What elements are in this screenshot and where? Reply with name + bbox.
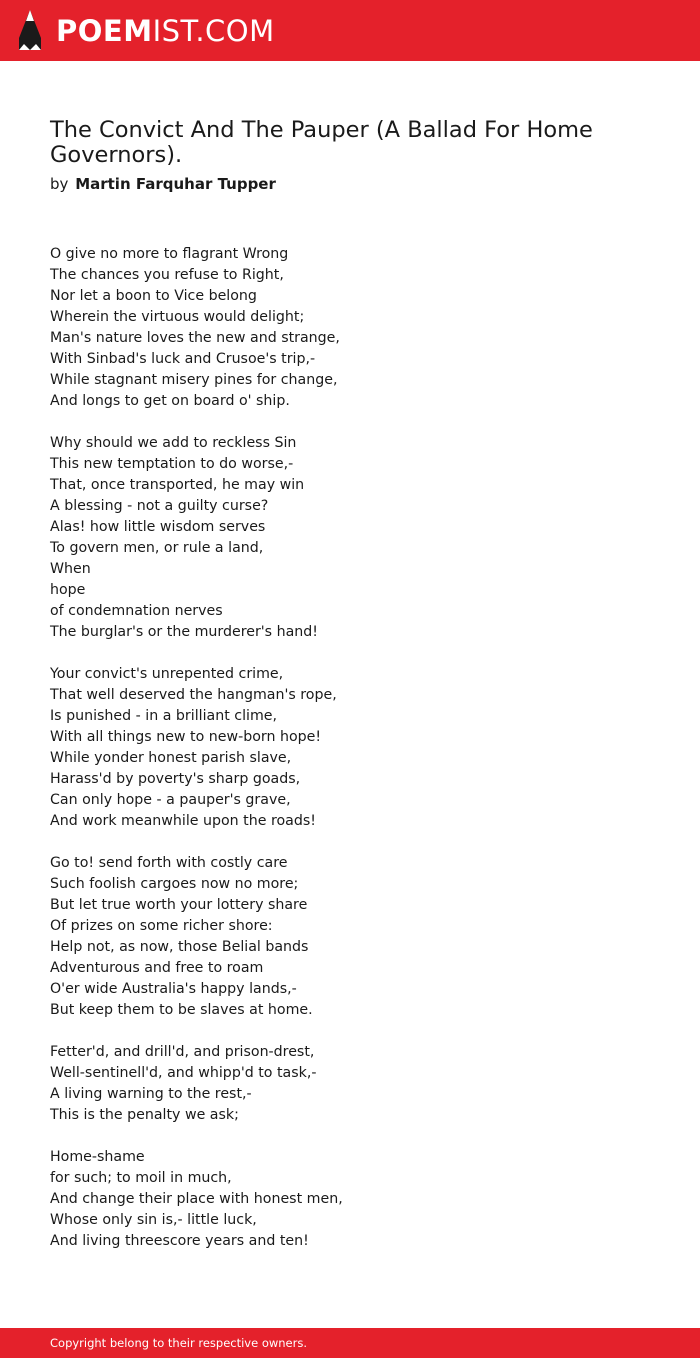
poem-line: for such; to moil in much, (50, 1170, 232, 1186)
poem-line: This new temptation to do worse,- (50, 456, 294, 472)
poem-line: of condemnation nerves (50, 603, 223, 619)
poem-line: That well deserved the hangman's rope, (50, 687, 337, 703)
poem-line: When (50, 561, 91, 577)
poem-line: While stagnant misery pines for change, (50, 372, 338, 388)
poem-line: Harass'd by poverty's sharp goads, (50, 771, 301, 787)
poem-line: The chances you refuse to Right, (50, 267, 284, 283)
pencil-tip-icon (18, 10, 42, 52)
poem-line: Wherein the virtuous would delight; (50, 309, 305, 325)
logo-light-text: IST.COM (152, 14, 275, 48)
copyright-text: Copyright belong to their respective owners. (50, 1336, 308, 1350)
poem-line: Man's nature loves the new and strange, (50, 330, 340, 346)
stanza (50, 853, 650, 1021)
stanza (50, 244, 650, 412)
poem-line: Your convict's unrepented crime, (50, 666, 284, 682)
poem-line: Whose only sin is,- little luck, (50, 1212, 257, 1228)
poem-line: And work meanwhile upon the roads! (50, 813, 316, 829)
poem-line: hope (50, 582, 86, 598)
poem-line: O give no more to flagrant Wrong (50, 246, 289, 262)
poem-line: Of prizes on some richer shore: (50, 918, 273, 934)
poem-title: The Convict And The Pauper (A Ballad For Home Governors). (50, 117, 593, 168)
poem-line: Adventurous and free to roam (50, 960, 264, 976)
poem-line: And change their place with honest men, (50, 1191, 343, 1207)
site-logo-text (56, 10, 275, 52)
byline (50, 173, 276, 195)
stanza (50, 664, 650, 832)
poem-line: While yonder honest parish slave, (50, 750, 292, 766)
logo-bold-text: POEM (56, 14, 153, 48)
site-footer (0, 1328, 700, 1358)
poem-line: Such foolish cargoes now no more; (50, 876, 299, 892)
site-header (0, 0, 700, 61)
stanza (50, 433, 650, 643)
poem-line: Home-shame (50, 1149, 145, 1165)
poem-line: The burglar's or the murderer's hand! (50, 624, 318, 640)
poem-line: Go to! send forth with costly care (50, 855, 288, 871)
poem-line: With all things new to new-born hope! (50, 729, 322, 745)
poem-line: But keep them to be slaves at home. (50, 1002, 313, 1018)
site-logo[interactable] (18, 10, 275, 52)
poem-line: O'er wide Australia's happy lands,- (50, 981, 297, 997)
poem-line: Well-sentinell'd, and whipp'd to task,- (50, 1065, 317, 1081)
poem-line: Help not, as now, those Belial bands (50, 939, 309, 955)
poem-line: Fetter'd, and drill'd, and prison-drest, (50, 1044, 315, 1060)
poem-line: Can only hope - a pauper's grave, (50, 792, 291, 808)
stanza (50, 1147, 650, 1252)
stanza (50, 1042, 650, 1126)
poem-line: Why should we add to reckless Sin (50, 435, 297, 451)
poem-line: And longs to get on board o' ship. (50, 393, 290, 409)
by-label: by (50, 175, 69, 193)
poem-line: This is the penalty we ask; (50, 1107, 239, 1123)
poem-line: With Sinbad's luck and Crusoe's trip,- (50, 351, 316, 367)
poem-line: Nor let a boon to Vice belong (50, 288, 257, 304)
poem-line: A living warning to the rest,- (50, 1086, 252, 1102)
poem-line: Alas! how little wisdom serves (50, 519, 266, 535)
author-name: Martin Farquhar Tupper (75, 175, 276, 193)
poem-line: Is punished - in a brilliant clime, (50, 708, 278, 724)
poem-body (50, 244, 650, 1273)
poem-line: A blessing - not a guilty curse? (50, 498, 269, 514)
poem-line: That, once transported, he may win (50, 477, 305, 493)
poem-line: But let true worth your lottery share (50, 897, 308, 913)
poem-line: And living threescore years and ten! (50, 1233, 309, 1249)
poem-line: To govern men, or rule a land, (50, 540, 264, 556)
